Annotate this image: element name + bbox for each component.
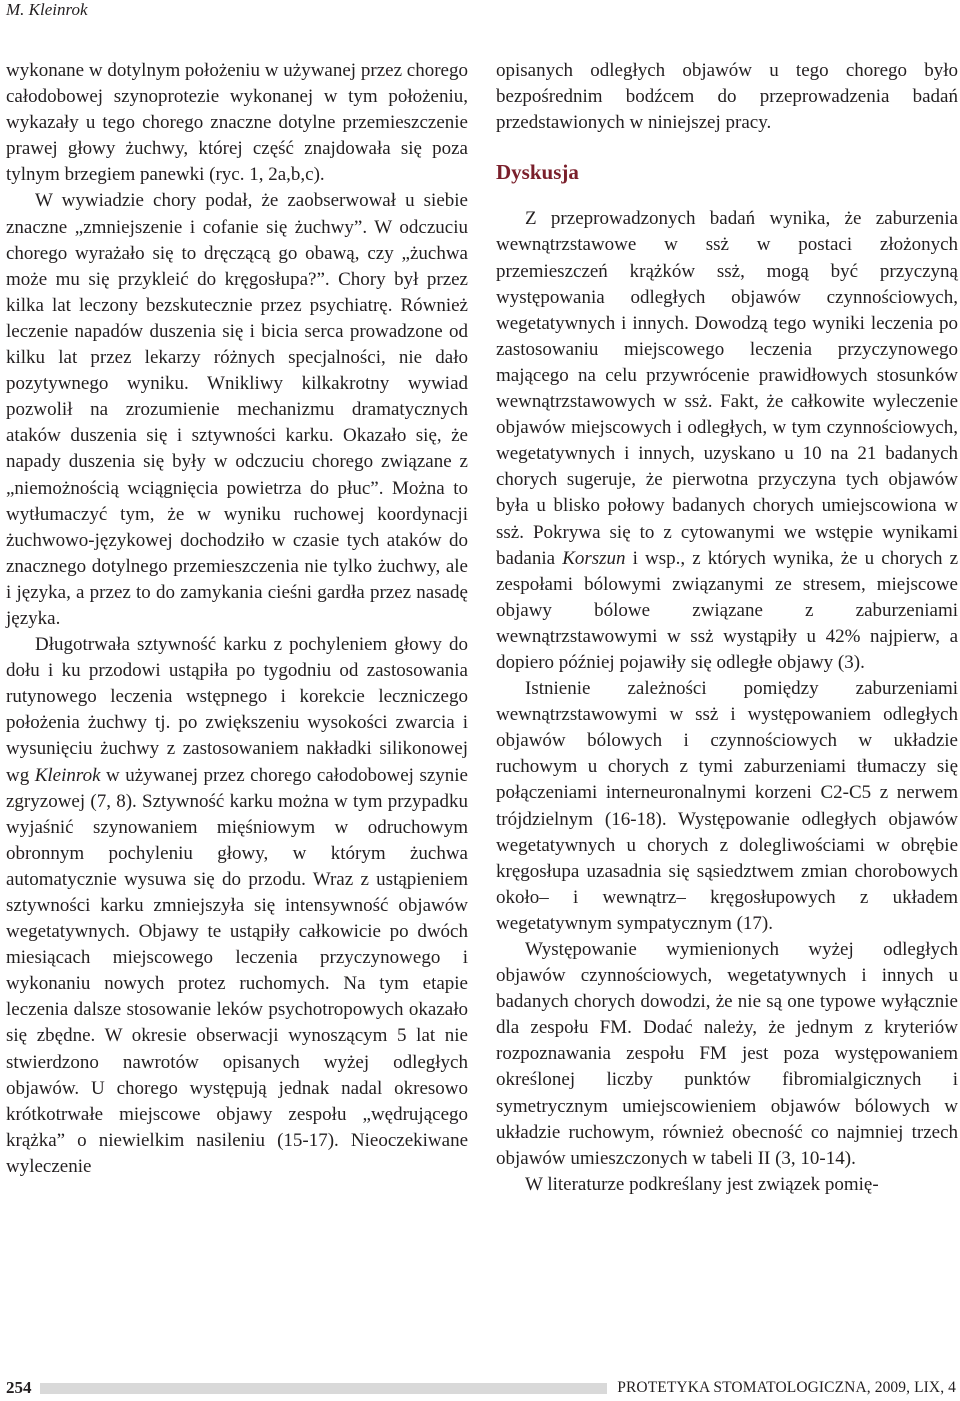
paragraph-right-2: Istnienie zależności pomiędzy zaburzeniami wewnątrzstawowymi w ssż i występowaniem odległych objawów bólowych i czynnościowych w układzie ruchowym u chorych z tymi zaburzeniami tłumaczy się połączeniami interneuronalnymi korzeni C2-C5 z nerwem trójdzielnym (16-18). Występowanie odległych objawów wegetatywnych u chorych z dolegliwościami w obrębie kręgosłupa uzasadnia się sąsiedztwem zmian chorobowych około– i wewnątrz– kręgosłupowych z układem wegetatywnym sympatycznym (17).: [496, 678, 958, 934]
paragraph-right-intro: opisanych odległych objawów u tego chorego było bezpośrednim bodźcem do przeprowadzenia badań przedstawionych w niniejszej pracy.: [496, 60, 958, 134]
paragraph-right-1-text: Z przeprowadzonych badań wynika, że zaburzenia wewnątrzstawowe w ssż w postaci złożonych przemieszczeń krążków ssż, mogą być przyczyną występowania odległych objawów czynnościowych, wegetatywnych i innych. Dowodzą tego wyniki leczenia po zastosowaniu miejscowego leczenia przyczynowego mającego na celu przywrócenie prawidłowych stosunków wewnątrzstawowych w ssż. Fakt, że całkowite wyleczenie objawów miejscowych i odległych, w tym czynnościowych, wegetatywnych i innych, uzyskano u 10 na 21 badanych chorych sugeruje, że pierwotna przyczyna tych objawów była u blisko połowy badanych chorych umiejscowiona w ssż. Pokrywa się to z cytowanymi we wstępie wynikami badania: [496, 208, 958, 569]
journal-citation: PROTETYKA STOMATOLOGICZNA, 2009, LIX, 4: [617, 1379, 956, 1396]
paragraph-right-1-cont: i wsp., z których wynika, że u chorych z zespołami bólowymi związanymi ze stresem, miejscowe objawy bólowe związane z zaburzeniami wewnątrzstawowymi w ssż wystąpiły u 42% najpierw, a dopiero później pojawiły się odległe objawy (3).: [496, 547, 959, 673]
paragraph-left-3-text: Długotrwała sztywność karku z pochyleniem głowy do dołu i ku przodowi ustąpiła po tygodniu od zastosowania rutynowego leczenia wstępnego i korekcie leczniczego położenia żuchwy tj. po zwiększeniu wysokości zwarcia i wysunięciu żuchwy z zastosowaniem nakładki silikonowej wg: [6, 634, 468, 786]
paragraph-left-1: wykonane w dotylnym położeniu w używanej przez chorego całodobowej szynoprotezie wykonanej w tym położeniu, wykazały u tego chorego znaczne dotylne przemieszczenie prawej głowy żuchwy, której część znajdowała się poza tylnym brzegiem panewki (ryc. 1, 2a,b,c).: [6, 60, 468, 186]
paragraph-right-3: Występowanie wymienionych wyżej odległych objawów czynnościowych, wegetatywnych i innych u badanych chorych dowodzi, że nie są one typowe wyłącznie dla zespołu FM. Dodać należy, że jednym z kryteriów rozpoznawania zespołu FM jest poza występowaniem określonej liczby punktów fibromialgicznych i symetrycznym umiejscowieniem objawów bólowych w układzie ruchowym, również obecność co najmniej trzech objawów umieszczonych w tabeli II (3, 10-14).: [496, 939, 958, 1169]
right-column: [496, 58, 958, 1198]
author-name-italic: Kleinrok: [34, 764, 101, 786]
section-heading-discussion: Dyskusja: [496, 160, 579, 185]
page-number: 254: [6, 1378, 32, 1397]
footer-divider-bar: [40, 1383, 608, 1394]
paragraph-right-1: [496, 206, 958, 676]
page-footer: [6, 1378, 956, 1398]
left-column: [6, 58, 468, 1180]
running-header-author: M. Kleinrok: [6, 0, 88, 19]
paragraph-left-3-cont: w używanej przez chorego całodobowej szynie zgryzowej (7, 8). Sztywność karku można w tym przypadku wyjaśnić szynowaniem mięśniowym w odruchowym obronnym pochyleniu głowy, w którym żuchwa automatycznie wysuwa się do przodu. Wraz z ustąpieniem sztywności karku zmniejszyła się intensywność objawów wegetatywnych. Objawy te ustąpiły całkowicie po dwóch miesiącach miejscowego leczenia przyczynowego i wykonaniu nowych protez ruchomych. Na tym etapie leczenia dalsze stosowanie leków psychotropowych okazało się zbędne. W okresie obserwacji wynoszącym 5 lat nie stwierdzono nawrotów opisanych wyżej odległych objawów. U chorego występują jednak nadal okresowo krótkotrwałe miejscowe objawy zespołu „wędrującego krążka” o niewielkim nasileniu (15-17). Nieoczekiwane wyleczenie: [6, 764, 468, 1177]
paragraph-left-2: W wywiadzie chory podał, że zaobserwował u siebie znaczne „zmniejszenie i cofanie się żuchwy”. W odczuciu chorego wyrażało się to dręczącą go obawą, czy „żuchwa może mu się przykleić do kręgosłupa?”. Chory był przez kilka lat leczony bezskutecznie przez psychiatrę. Również leczenie napadów duszenia się i bicia serca prowadzone od kilku lat przez lekarzy różnych specjalności, nie dało pozytywnego wyniku. Wnikliwy kilkakrotny wywiad pozwolił na zrozumienie mechanizmu dramatycznych ataków duszenia się i sztywności karku. Okazało się, że napady duszenia się były w odczuciu chorego związane z „niemożnością wciągnięcia powietrza do płuc”. Można to wytłumaczyć tym, że w wyniku ruchowej koordynacji żuchwowo-językowej dochodziło w czasie tych ataków do znacznego dotylnego przemieszczenia nie tylko żuchwy, ale i języka, a przez to do zamykania cieśni gardła przez nasadę języka.: [6, 190, 468, 629]
paragraph-right-4: W literaturze podkreślany jest związek pomię-: [525, 1173, 879, 1195]
paragraph-left-3: [6, 632, 468, 1180]
author-name-korszun: Korszun: [562, 547, 626, 569]
